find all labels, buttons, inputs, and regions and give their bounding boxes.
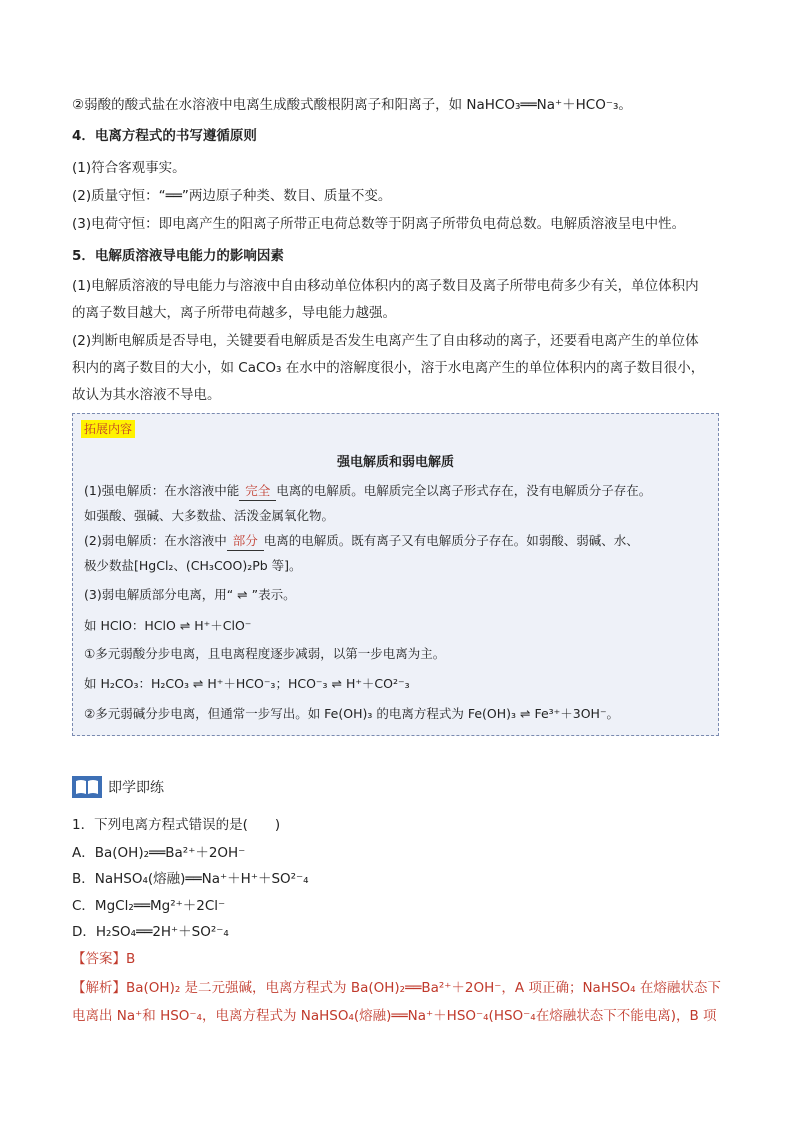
weak-electrolyte-prefix: (2)弱电解质：在水溶液中 [84, 533, 227, 548]
strong-electrolyte-blank: 完全 [239, 482, 276, 501]
heading-principles: 4．电离方程式的书写遵循原则 [72, 128, 257, 144]
factor-2-line-b: 积内的离子数目的大小，如 CaCO₃ 在水中的溶解度很小，溶于水电离产生的单位体积内的离子数目很小， [72, 360, 705, 376]
option-d: D．H₂SO₄══2H⁺＋SO²⁻₄ [72, 924, 229, 940]
hclo-example: 如 HClO：HClO ⇌ H⁺＋ClO⁻ [84, 618, 252, 633]
option-c: C．MgCl₂══Mg²⁺＋2Cl⁻ [72, 898, 226, 914]
practice-section-header [72, 774, 272, 802]
extension-title: 强电解质和弱电解质 [336, 455, 454, 470]
option-a: A．Ba(OH)₂══Ba²⁺＋2OH⁻ [72, 845, 246, 861]
extension-box [72, 413, 719, 736]
polyprotic-acid-note: ①多元弱酸分步电离，且电离程度逐步减弱，以第一步电离为主。 [84, 646, 446, 661]
weak-electrolyte-suffix: 电离的电解质。既有离子又有电解质分子存在。如弱酸、弱碱、水、 [263, 533, 639, 548]
polybasic-base-note: ②多元弱碱分步电离，但通常一步写出。如 Fe(OH)₃ 的电离方程式为 Fe(OH)₃ ⇌ Fe³⁺＋3OH⁻。 [84, 706, 620, 721]
weak-acid-salt-line: ②弱酸的酸式盐在水溶液中电离生成酸式酸根阴离子和阳离子，如 NaHCO₃══Na⁺＋HCO⁻₃。 [72, 97, 632, 113]
factor-1-line-b: 的离子数目越大，离子所带电荷越多，导电能力越强。 [72, 305, 396, 321]
rule-1: (1)符合客观事实。 [72, 160, 186, 176]
weak-electrolyte-examples: 极少数盐[HgCl₂、(CH₃COO)₂Pb 等]。 [84, 558, 302, 573]
question-stem: 1．下列电离方程式错误的是( ) [72, 817, 281, 833]
heading-conductivity: 5．电解质溶液导电能力的影响因素 [72, 248, 284, 264]
strong-electrolyte-line [84, 482, 714, 501]
carbonic-acid-example: 如 H₂CO₃：H₂CO₃ ⇌ H⁺＋HCO⁻₃；HCO⁻₃ ⇌ H⁺＋CO²⁻₃ [84, 676, 410, 691]
partial-ionization-note: (3)弱电解质部分电离，用“ ⇌ ”表示。 [84, 587, 296, 602]
rule-3: (3)电荷守恒：即电离产生的阳离子所带正电荷总数等于阴离子所带负电荷总数。电解质溶液呈电中性。 [72, 216, 686, 232]
factor-1-line-a: (1)电解质溶液的导电能力与溶液中自由移动单位体积内的离子数目及离子所带电荷多少有关，单位体积内 [72, 278, 699, 294]
analysis-line-b: 电离出 Na⁺和 HSO⁻₄，电离方程式为 NaHSO₄(熔融)══Na⁺＋HSO⁻₄(HSO⁻₄在熔融状态下不能电离)，B 项 [72, 1008, 717, 1024]
option-b: B．NaHSO₄(熔融)══Na⁺＋H⁺＋SO²⁻₄ [72, 871, 309, 887]
extension-tag: 拓展内容 [81, 420, 135, 438]
strong-electrolyte-suffix: 电离的电解质。电解质完全以离子形式存在，没有电解质分子存在。 [276, 483, 652, 498]
analysis-line-a: 【解析】Ba(OH)₂ 是二元强碱，电离方程式为 Ba(OH)₂══Ba²⁺＋2OH⁻，A 项正确；NaHSO₄ 在熔融状态下 [72, 980, 721, 996]
factor-2-line-c: 故认为其水溶液不导电。 [72, 387, 221, 403]
strong-electrolyte-examples: 如强酸、强碱、大多数盐、活泼金属氧化物。 [84, 508, 335, 523]
factor-2-line-a: (2)判断电解质是否导电，关键要看电解质是否发生电离产生了自由移动的离子，还要看电离产生的单位体 [72, 333, 699, 349]
weak-electrolyte-blank: 部分 [227, 532, 264, 551]
strong-electrolyte-prefix: (1)强电解质：在水溶液中能 [84, 483, 240, 498]
book-icon [72, 776, 102, 798]
rule-2: (2)质量守恒：“══”两边原子种类、数目、质量不变。 [72, 188, 392, 204]
answer-line: 【答案】B [72, 951, 136, 967]
weak-electrolyte-line [84, 532, 714, 551]
practice-section-title: 即学即练 [108, 780, 164, 796]
